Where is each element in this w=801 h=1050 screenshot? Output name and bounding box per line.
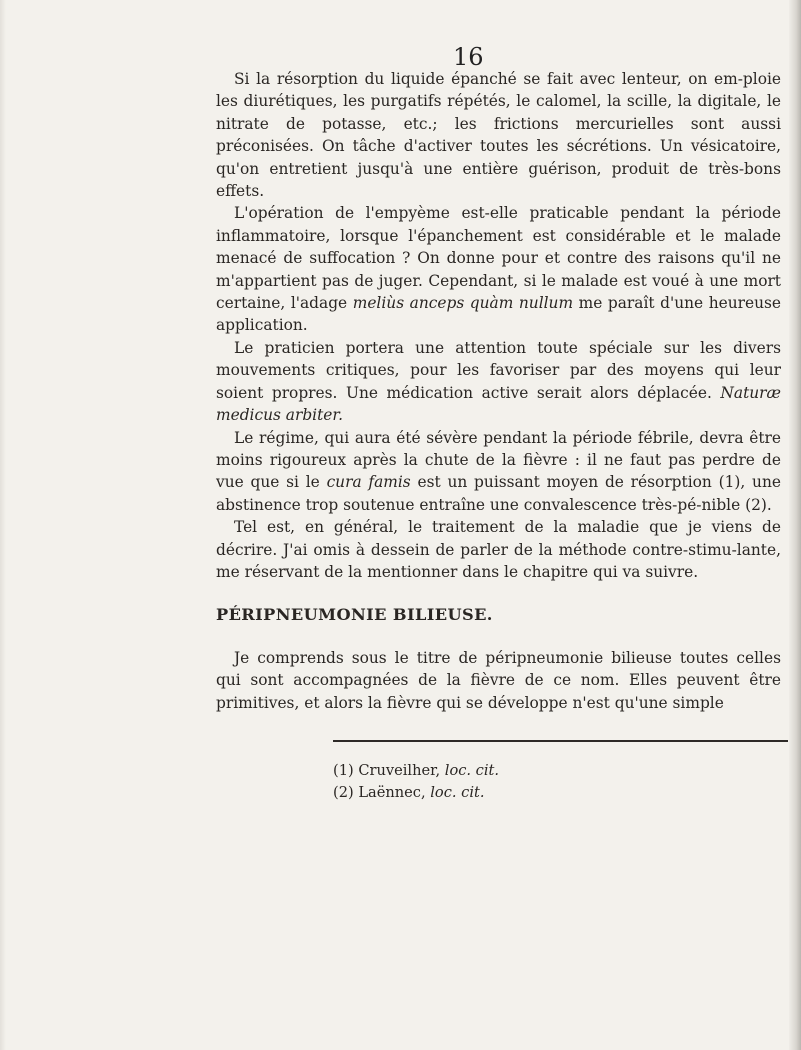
page-left-edge — [0, 0, 6, 1050]
footnotes — [333, 760, 788, 804]
text-run: Si la résorption du liquide épanché se fait avec lenteur, on em-ploie les diurétiques, les purgatifs répétés, le calomel, la scille, la digitale, le nitrate de potasse, etc.; les frictions mercurielles sont aussi préconisées. On tâche d'activer toutes les sécrétions. Un vésicatoire, qu'on entretient jusqu'à une entière guérison, produit de très-bons effets. — [216, 70, 781, 201]
page-right-edge — [789, 0, 801, 1050]
section-title: PÉRIPNEUMONIE BILIEUSE. — [216, 605, 493, 625]
footnote-author: Cruveilher, — [358, 762, 441, 779]
footnote-marker: (1) — [333, 762, 354, 779]
footnote-ref: loc. cit. — [444, 762, 500, 779]
text-run: Tel est, en général, le traitement de la maladie que je viens de décrire. J'ai omis à dessein de parler de la méthode contre-stimu-lante, me réservant de la mentionner dans le chapitre qui va suivre. — [216, 518, 781, 581]
section-paragraph: Je comprends sous le titre de péripneumonie bilieuse toutes celles qui sont accompagnées de la fièvre de ce nom. Elles peuvent être primitives, et alors la fièvre qui se développe n'est qu'une simple — [216, 648, 781, 712]
text-run: Le régime, qui aura été sévère pendant la période fébrile, devra être moins rigoureux après la chute de la fièvre : il ne faut pas perdre de vue que si le — [216, 428, 781, 492]
footnote-marker: (2) — [333, 784, 354, 801]
footnote-ref: loc. cit. — [430, 784, 485, 801]
italic-phrase: Naturæ medicus arbiter. — [216, 383, 781, 425]
paragraph-3 — [216, 337, 781, 427]
text-run: est un puissant moyen de résorption (1), une abstinence trop soutenue entraîne une convalescence très-pé-nible (2). — [216, 473, 781, 514]
footnote-1 — [333, 760, 788, 782]
body-text — [216, 68, 781, 714]
text-run: me paraît d'une heureuse application. — [216, 294, 782, 335]
footnote-rule — [333, 740, 788, 742]
text-run: Le praticien portera une attention toute spéciale sur les divers mouvements critiques, pour les favoriser par des moyens qui leur soient propres. Une médication active serait alors déplacée. — [216, 338, 781, 402]
italic-phrase: meliùs anceps quàm nullum — [352, 294, 574, 313]
italic-phrase: cura famis — [326, 473, 411, 492]
text-run: L'opération de l'empyème est-elle praticable pendant la période inflammatoire, lorsque l'épanchement est considérable et le malade menacé de suffocation ? On donne pour et contre des raisons qu'il ne m'appartient pas de juger. Cependant, si le malade est voué à une mort certaine, l'adage — [216, 204, 781, 313]
paragraph-4 — [216, 427, 781, 517]
footnote-2 — [333, 782, 788, 804]
paragraph-1 — [216, 68, 781, 202]
footnote-author: Laënnec, — [358, 784, 426, 801]
paragraph-2 — [216, 202, 781, 336]
page-number: 16 — [453, 43, 484, 71]
paragraph-5 — [216, 516, 781, 583]
